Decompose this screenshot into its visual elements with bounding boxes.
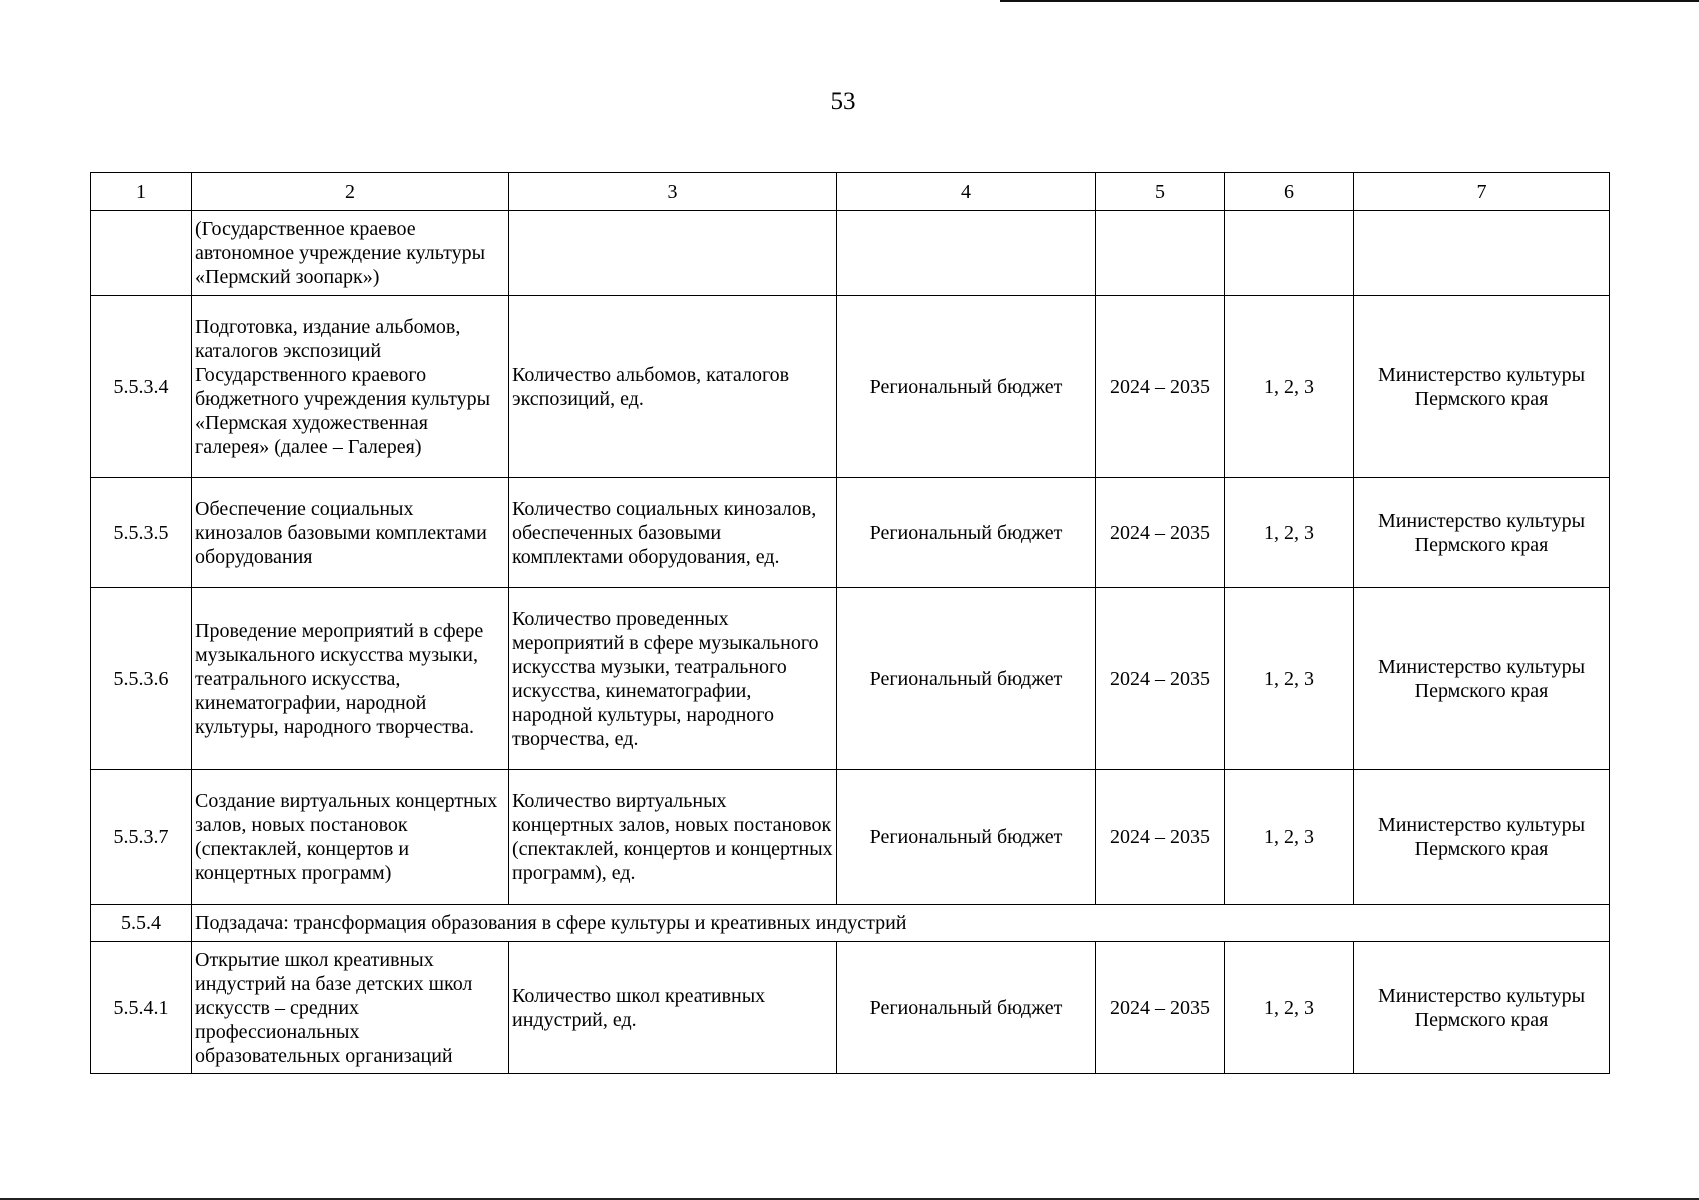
row-number: 5.5.3.7 <box>91 770 192 905</box>
program-table <box>90 172 1610 1074</box>
row-period: 2024 – 2035 <box>1096 942 1225 1074</box>
row-indicator: Количество альбомов, каталогов экспозиций, ед. <box>509 296 837 478</box>
row-indicator: Количество школ креативных индустрий, ед. <box>509 942 837 1074</box>
row-event: (Государственное краевое автономное учреждение культуры «Пермский зоопарк») <box>192 211 509 296</box>
row-tasks: 1, 2, 3 <box>1225 942 1354 1074</box>
header-cell: 5 <box>1096 173 1225 211</box>
row-executor: Министерство культуры Пермского края <box>1354 770 1610 905</box>
table-row <box>91 211 1610 296</box>
row-period <box>1096 211 1225 296</box>
row-event: Проведение мероприятий в сфере музыкального искусства музыки, театрального искусства, кинематографии, народной культуры, народного творчества. <box>192 588 509 770</box>
row-number: 5.5.4.1 <box>91 942 192 1074</box>
page-number: 53 <box>830 88 856 115</box>
header-cell: 2 <box>192 173 509 211</box>
header-cell: 3 <box>509 173 837 211</box>
row-period: 2024 – 2035 <box>1096 478 1225 588</box>
row-tasks: 1, 2, 3 <box>1225 478 1354 588</box>
header-cell: 7 <box>1354 173 1610 211</box>
row-executor: Министерство культуры Пермского края <box>1354 942 1610 1074</box>
header-cell: 4 <box>837 173 1096 211</box>
row-executor: Министерство культуры Пермского края <box>1354 588 1610 770</box>
row-indicator: Количество социальных кинозалов, обеспеченных базовыми комплектами оборудования, ед. <box>509 478 837 588</box>
header-cell: 1 <box>91 173 192 211</box>
row-event: Подготовка, издание альбомов, каталогов экспозиций Государственного краевого бюджетного учреждения культуры «Пермская художественная галерея» (далее – Галерея) <box>192 296 509 478</box>
row-event: Создание виртуальных концертных залов, новых постановок (спектаклей, концертов и концертных программ) <box>192 770 509 905</box>
table-row <box>91 478 1610 588</box>
row-source: Региональный бюджет <box>837 588 1096 770</box>
row-event: Обеспечение социальных кинозалов базовыми комплектами оборудования <box>192 478 509 588</box>
row-tasks: 1, 2, 3 <box>1225 296 1354 478</box>
table-row <box>91 588 1610 770</box>
table-row <box>91 942 1610 1074</box>
subtask-title: Подзадача: трансформация образования в сфере культуры и креативных индустрий <box>192 905 1610 942</box>
row-tasks <box>1225 211 1354 296</box>
row-event: Открытие школ креативных индустрий на базе детских школ искусств – средних профессиональных образовательных организаций <box>192 942 509 1074</box>
header-row <box>91 173 1610 211</box>
row-executor: Министерство культуры Пермского края <box>1354 296 1610 478</box>
row-period: 2024 – 2035 <box>1096 296 1225 478</box>
row-indicator: Количество виртуальных концертных залов, новых постановок (спектаклей, концертов и концертных программ), ед. <box>509 770 837 905</box>
row-executor <box>1354 211 1610 296</box>
page-edge-top <box>1000 0 1699 2</box>
row-number <box>91 211 192 296</box>
row-tasks: 1, 2, 3 <box>1225 770 1354 905</box>
row-period: 2024 – 2035 <box>1096 770 1225 905</box>
row-tasks: 1, 2, 3 <box>1225 588 1354 770</box>
subtask-row <box>91 905 1610 942</box>
table-row <box>91 770 1610 905</box>
row-source: Региональный бюджет <box>837 478 1096 588</box>
row-source: Региональный бюджет <box>837 942 1096 1074</box>
row-number: 5.5.3.4 <box>91 296 192 478</box>
table-row <box>91 296 1610 478</box>
row-source: Региональный бюджет <box>837 770 1096 905</box>
row-source: Региональный бюджет <box>837 296 1096 478</box>
header-cell: 6 <box>1225 173 1354 211</box>
row-period: 2024 – 2035 <box>1096 588 1225 770</box>
subtask-number: 5.5.4 <box>91 905 192 942</box>
row-number: 5.5.3.6 <box>91 588 192 770</box>
row-executor: Министерство культуры Пермского края <box>1354 478 1610 588</box>
row-number: 5.5.3.5 <box>91 478 192 588</box>
row-source <box>837 211 1096 296</box>
row-indicator <box>509 211 837 296</box>
row-indicator: Количество проведенных мероприятий в сфере музыкального искусства музыки, театрального искусства, кинематографии, народной культуры, народного творчества, ед. <box>509 588 837 770</box>
